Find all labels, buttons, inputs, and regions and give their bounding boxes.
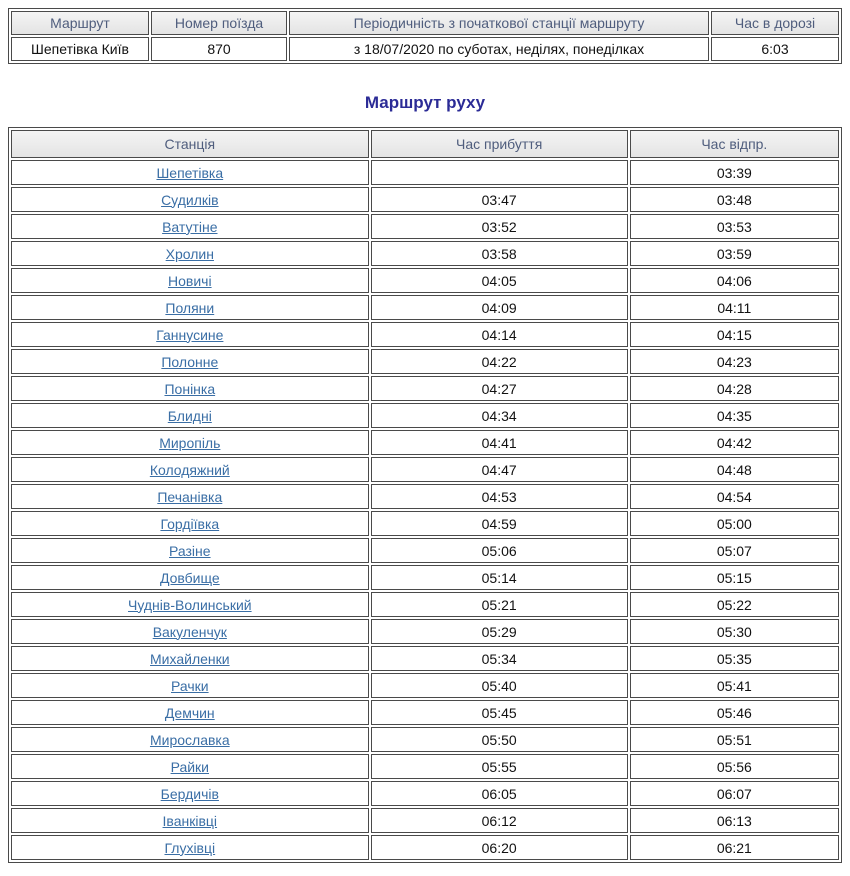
info-header-periodicity: Періодичність з початкової станції маршруту [289,11,709,35]
arrival-time: 04:09 [371,295,628,320]
station-cell [11,484,369,509]
arrival-time: 06:05 [371,781,628,806]
arrival-time: 05:14 [371,565,628,590]
station-link[interactable]: Хролин [165,245,214,262]
table-row [11,376,839,401]
station-cell [11,160,369,185]
station-link[interactable]: Судилків [161,191,219,208]
schedule-header-station: Станція [11,130,369,158]
departure-time: 04:15 [630,322,839,347]
station-cell [11,187,369,212]
station-link[interactable]: Райки [170,758,210,775]
arrival-time: 06:20 [371,835,628,860]
station-cell [11,295,369,320]
station-link[interactable]: Новичі [168,272,212,289]
info-data-row [11,37,839,61]
station-cell [11,808,369,833]
arrival-time: 04:41 [371,430,628,455]
station-link[interactable]: Гордіївка [160,515,220,532]
station-cell [11,457,369,482]
station-link[interactable]: Демчин [164,704,215,721]
info-header-train-number: Номер поїзда [151,11,287,35]
departure-time: 03:39 [630,160,839,185]
station-cell [11,403,369,428]
table-row [11,268,839,293]
arrival-time: 05:34 [371,646,628,671]
arrival-time: 04:14 [371,322,628,347]
table-row [11,673,839,698]
station-cell [11,673,369,698]
table-row [11,700,839,725]
info-header-row [11,11,839,35]
schedule-header-row [11,130,839,158]
table-row [11,781,839,806]
table-row [11,754,839,779]
station-link[interactable]: Ганнусине [156,326,224,343]
arrival-time: 03:47 [371,187,628,212]
table-row [11,619,839,644]
info-train-number-value: 870 [151,37,287,61]
arrival-time: 05:50 [371,727,628,752]
departure-time: 05:35 [630,646,839,671]
departure-time: 03:59 [630,241,839,266]
arrival-time: 04:27 [371,376,628,401]
station-link[interactable]: Шепетівка [156,164,224,181]
station-cell [11,835,369,860]
departure-time: 06:07 [630,781,839,806]
info-route-value: Шепетівка Київ [11,37,149,61]
departure-time: 04:54 [630,484,839,509]
route-schedule-table [8,127,842,863]
station-cell [11,430,369,455]
station-link[interactable]: Михайленки [150,650,230,667]
station-link[interactable]: Блидні [167,407,212,424]
table-row [11,835,839,860]
departure-time: 05:30 [630,619,839,644]
station-link[interactable]: Понінка [164,380,216,397]
station-link[interactable]: Глухівці [164,839,216,856]
station-cell [11,646,369,671]
table-row [11,484,839,509]
station-cell [11,349,369,374]
station-link[interactable]: Вакуленчук [152,623,227,640]
table-row [11,160,839,185]
departure-time: 06:13 [630,808,839,833]
station-link[interactable]: Разіне [169,542,211,559]
departure-time: 04:35 [630,403,839,428]
arrival-time: 05:21 [371,592,628,617]
station-cell [11,214,369,239]
station-cell [11,781,369,806]
station-cell [11,754,369,779]
station-link[interactable]: Чуднів-Волинський [128,596,252,613]
departure-time: 03:48 [630,187,839,212]
schedule-body [11,160,839,860]
table-row [11,565,839,590]
station-cell [11,268,369,293]
table-row [11,592,839,617]
table-row [11,241,839,266]
station-cell [11,241,369,266]
table-row [11,214,839,239]
station-cell [11,538,369,563]
departure-time: 04:23 [630,349,839,374]
station-link[interactable]: Іванківці [162,812,218,829]
station-cell [11,592,369,617]
station-link[interactable]: Печанівка [157,488,223,505]
table-row [11,187,839,212]
station-cell [11,727,369,752]
table-row [11,322,839,347]
station-cell [11,565,369,590]
table-row [11,295,839,320]
arrival-time: 05:40 [371,673,628,698]
departure-time: 05:22 [630,592,839,617]
station-link[interactable]: Миропіль [159,434,221,451]
departure-time: 04:48 [630,457,839,482]
station-link[interactable]: Ватутіне [162,218,218,235]
station-link[interactable]: Довбище [159,569,220,586]
departure-time: 05:15 [630,565,839,590]
schedule-header-arrival: Час прибуття [371,130,628,158]
arrival-time: 03:58 [371,241,628,266]
table-row [11,457,839,482]
arrival-time: 04:59 [371,511,628,536]
departure-time: 04:06 [630,268,839,293]
station-cell [11,619,369,644]
arrival-time: 04:05 [371,268,628,293]
info-header-route: Маршрут [11,11,149,35]
arrival-time: 05:06 [371,538,628,563]
table-row [11,511,839,536]
arrival-time: 04:34 [371,403,628,428]
station-cell [11,700,369,725]
info-header-travel-time: Час в дорозі [711,11,839,35]
table-row [11,403,839,428]
info-periodicity-value: з 18/07/2020 по суботах, неділях, понеділках [289,37,709,61]
departure-time: 05:51 [630,727,839,752]
departure-time: 05:07 [630,538,839,563]
departure-time: 06:21 [630,835,839,860]
schedule-header-departure: Час відпр. [630,130,839,158]
arrival-time: 06:12 [371,808,628,833]
departure-time: 03:53 [630,214,839,239]
table-row [11,727,839,752]
departure-time: 05:41 [630,673,839,698]
table-row [11,538,839,563]
departure-time: 05:00 [630,511,839,536]
table-row [11,430,839,455]
station-link[interactable]: Мирославка [149,731,230,748]
station-link[interactable]: Рачки [171,677,209,694]
station-link[interactable]: Поляни [165,299,215,316]
train-info-table [8,8,842,64]
arrival-time: 05:29 [371,619,628,644]
table-row [11,808,839,833]
table-row [11,349,839,374]
arrival-time: 05:45 [371,700,628,725]
arrival-time [371,160,628,185]
departure-time: 04:28 [630,376,839,401]
info-travel-time-value: 6:03 [711,37,839,61]
arrival-time: 05:55 [371,754,628,779]
page-title: Маршрут руху [364,93,486,112]
departure-time: 05:46 [630,700,839,725]
arrival-time: 04:53 [371,484,628,509]
station-cell [11,322,369,347]
table-row [11,646,839,671]
station-link[interactable]: Колодяжний [149,461,230,478]
arrival-time: 04:47 [371,457,628,482]
station-link[interactable]: Бердичів [160,785,219,802]
arrival-time: 03:52 [371,214,628,239]
departure-time: 04:11 [630,295,839,320]
departure-time: 05:56 [630,754,839,779]
station-link[interactable]: Полонне [161,353,219,370]
station-cell [11,511,369,536]
departure-time: 04:42 [630,430,839,455]
arrival-time: 04:22 [371,349,628,374]
station-cell [11,376,369,401]
